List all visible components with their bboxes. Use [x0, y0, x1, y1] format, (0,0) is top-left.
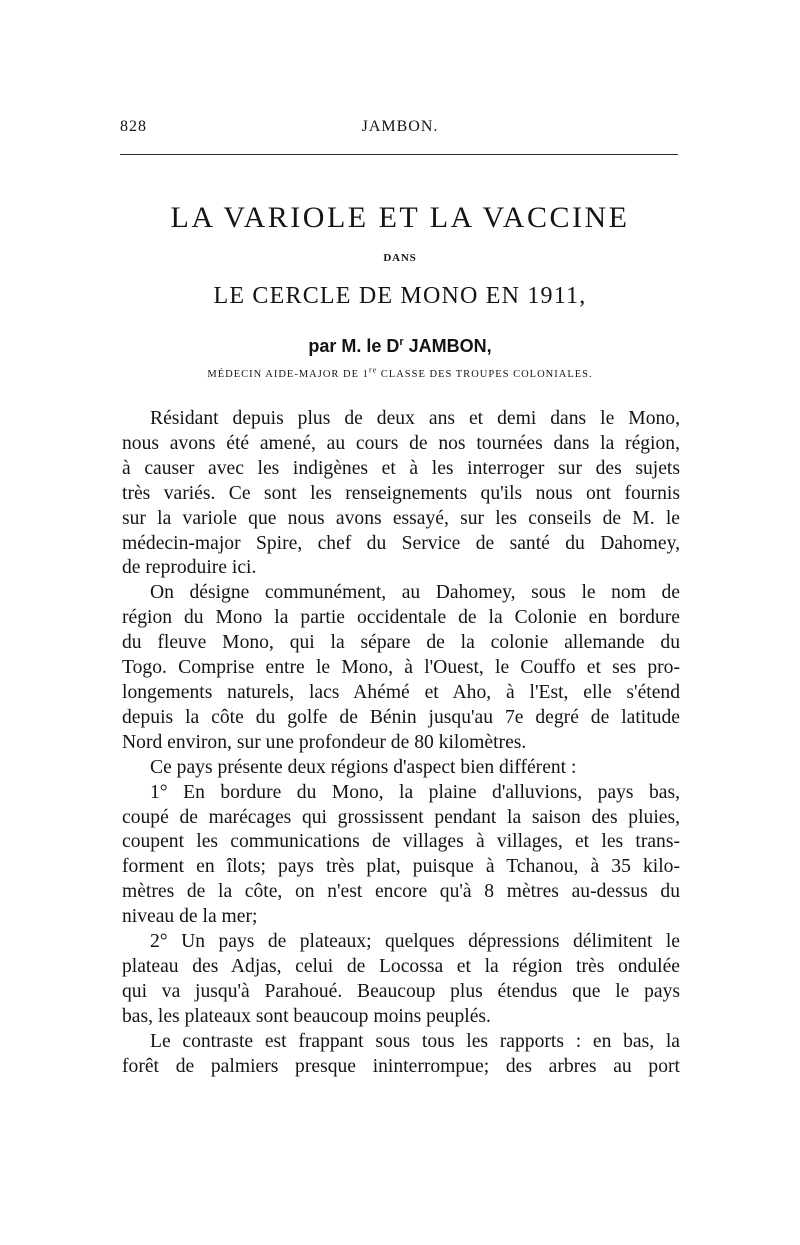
body-line: du fleuve Mono, qui la sépare de la colonie allemande du: [122, 632, 680, 654]
affiliation-sup: re: [368, 365, 378, 375]
body-line: Nord environ, sur une profondeur de 80 kilomètres.: [122, 731, 527, 753]
body-line: très variés. Ce sont les renseignements qu'ils nous ont fournis: [122, 482, 680, 504]
page-number: 828: [120, 118, 147, 135]
body-line: mètres de la côte, on n'est encore qu'à 8 mètres au-dessus du: [122, 881, 680, 903]
body-line: bas, les plateaux sont beaucoup moins peuplés.: [122, 1005, 491, 1027]
body-line: région du Mono la partie occidentale de la Colonie en bordure: [122, 607, 680, 629]
body-text: [122, 407, 680, 1079]
body-line: forment en îlots; pays très plat, puisque à Tchanou, à 35 kilo-: [122, 856, 680, 878]
body-line: Résidant depuis plus de deux ans et demi dans le Mono,: [150, 408, 680, 429]
body-line: médecin-major Spire, chef du Service de santé du Dahomey,: [122, 532, 680, 554]
body-line: qui va jusqu'à Parahoué. Beaucoup plus étendus que le pays: [122, 980, 680, 1002]
body-line: à causer avec les indigènes et à les interroger sur des sujets: [122, 457, 680, 479]
author-line: [120, 336, 680, 357]
article-subtitle: LE CERCLE DE MONO EN 1911,: [213, 283, 587, 309]
header-rule: [120, 154, 678, 155]
body-line: plateau des Adjas, celui de Locossa et la région très ondulée: [122, 955, 680, 977]
author-prefix-sup: r: [399, 336, 404, 348]
author-prefix: par M. le D: [308, 336, 400, 356]
body-line: depuis la côte du golfe de Bénin jusqu'au 7e degré de latitude: [122, 706, 680, 728]
running-header: [120, 118, 680, 140]
body-line: Togo. Comprise entre le Mono, à l'Ouest, le Couffo et ses pro-: [122, 657, 680, 679]
body-line: On désigne communément, au Dahomey, sous le nom de: [150, 582, 680, 604]
body-line: sur la variole que nous avons essayé, sur les conseils de M. le: [122, 507, 680, 529]
body-line: forêt de palmiers presque ininterrompue; des arbres au port: [122, 1055, 680, 1077]
body-line: coupé de marécages qui grossissent pendant la saison des pluies,: [122, 806, 680, 828]
article-title: LA VARIOLE ET LA VACCINE: [170, 201, 630, 234]
body-line: Le contraste est frappant sous tous les rapports : en bas, la: [150, 1030, 680, 1052]
body-line: longements naturels, lacs Ahémé et Aho, à l'Est, elle s'étend: [122, 681, 680, 703]
body-line: 1° En bordure du Mono, la plaine d'alluvions, pays bas,: [150, 781, 680, 803]
body-line: coupent les communications de villages à villages, et les trans-: [122, 831, 680, 853]
body-line: Ce pays présente deux régions d'aspect bien différent :: [150, 756, 577, 778]
affiliation-post: CLASSE DES TROUPES COLONIALES.: [377, 369, 593, 380]
body-line: de reproduire ici.: [122, 557, 257, 579]
body-line: niveau de la mer;: [122, 906, 258, 928]
author-name: JAMBON,: [403, 336, 492, 356]
body-line: 2° Un pays de plateaux; quelques dépressions délimitent le: [150, 931, 680, 953]
running-title: JAMBON.: [361, 118, 439, 135]
article-title-connector: DANS: [383, 252, 417, 264]
author-affiliation: [120, 365, 680, 380]
affiliation-pre: MÉDECIN AIDE-MAJOR DE 1: [207, 369, 369, 380]
body-line: nous avons été amené, au cours de nos tournées dans la région,: [122, 432, 680, 454]
